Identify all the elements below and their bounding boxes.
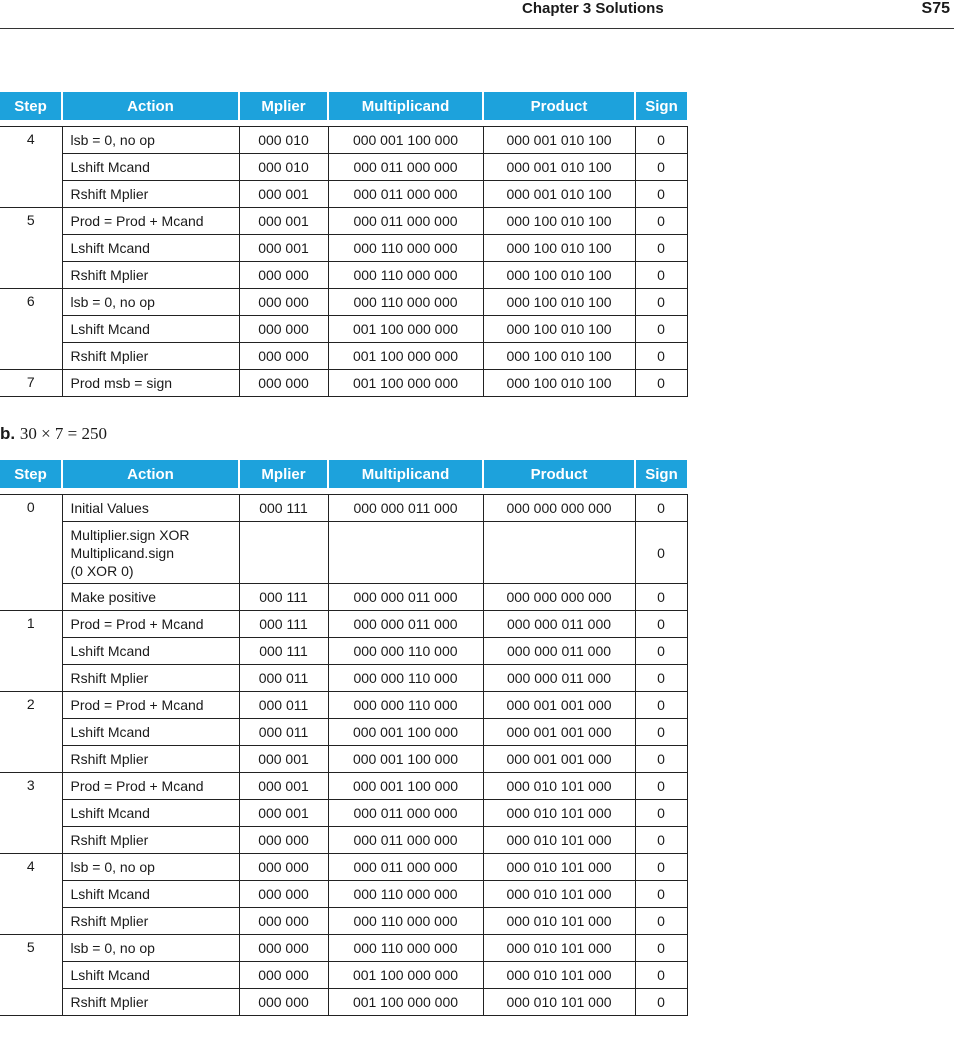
cell-mplier: 000 111 [239, 495, 328, 522]
table-row [0, 262, 687, 289]
cell-sign: 0 [635, 584, 687, 611]
cell-multiplicand: 000 110 000 000 [328, 935, 483, 962]
table-header-row [0, 460, 687, 488]
cell-product: 000 100 010 100 [483, 262, 635, 289]
cell-product: 000 000 011 000 [483, 611, 635, 638]
cell-mplier: 000 000 [239, 262, 328, 289]
cell-mplier: 000 000 [239, 343, 328, 370]
cell-action: Prod = Prod + Mcand [62, 611, 239, 638]
table-row [0, 316, 687, 343]
cell-multiplicand: 000 110 000 000 [328, 289, 483, 316]
cell-mplier: 000 001 [239, 235, 328, 262]
column-header-action: Action [62, 92, 239, 120]
column-header-multiplicand: Multiplicand [328, 92, 483, 120]
cell-action: Lshift Mcand [62, 638, 239, 665]
table-row [0, 235, 687, 262]
part-expression: 30 × 7 = 250 [19, 424, 108, 443]
table-row [0, 773, 687, 800]
table-row [0, 127, 687, 154]
cell-product: 000 100 010 100 [483, 235, 635, 262]
cell-mplier: 000 011 [239, 665, 328, 692]
cell-product: 000 010 101 000 [483, 800, 635, 827]
table-row [0, 881, 687, 908]
table-row [0, 638, 687, 665]
cell-sign: 0 [635, 908, 687, 935]
cell-product: 000 010 101 000 [483, 773, 635, 800]
cell-product: 000 100 010 100 [483, 370, 635, 397]
column-header-sign: Sign [635, 92, 687, 120]
column-header-product: Product [483, 92, 635, 120]
cell-sign: 0 [635, 962, 687, 989]
cell-mplier: 000 000 [239, 316, 328, 343]
table-row [0, 827, 687, 854]
cell-action: Lshift Mcand [62, 881, 239, 908]
cell-product: 000 001 001 000 [483, 692, 635, 719]
column-header-mplier: Mplier [239, 460, 328, 488]
cell-multiplicand: 000 011 000 000 [328, 854, 483, 881]
cell-multiplicand: 000 011 000 000 [328, 800, 483, 827]
cell-sign: 0 [635, 827, 687, 854]
cell-mplier: 000 111 [239, 611, 328, 638]
table-row [0, 692, 687, 719]
table-header-row [0, 92, 687, 120]
cell-multiplicand: 001 100 000 000 [328, 370, 483, 397]
cell-mplier: 000 000 [239, 370, 328, 397]
cell-action: lsb = 0, no op [62, 127, 239, 154]
cell-sign: 0 [635, 343, 687, 370]
column-header-product: Product [483, 460, 635, 488]
cell-multiplicand: 000 000 011 000 [328, 584, 483, 611]
cell-action: lsb = 0, no op [62, 935, 239, 962]
cell-product: 000 000 000 000 [483, 495, 635, 522]
cell-action: Lshift Mcand [62, 316, 239, 343]
cell-sign: 0 [635, 881, 687, 908]
cell-multiplicand: 000 000 011 000 [328, 611, 483, 638]
column-header-step: Step [0, 92, 62, 120]
cell-mplier: 000 001 [239, 773, 328, 800]
table-row [0, 208, 687, 235]
cell-action: Rshift Mplier [62, 746, 239, 773]
cell-sign: 0 [635, 935, 687, 962]
table-row [0, 854, 687, 881]
cell-action: Prod = Prod + Mcand [62, 692, 239, 719]
cell-step: 5 [0, 935, 62, 1016]
cell-step: 2 [0, 692, 62, 773]
cell-multiplicand: 001 100 000 000 [328, 962, 483, 989]
cell-product: 000 010 101 000 [483, 908, 635, 935]
cell-product: 000 100 010 100 [483, 208, 635, 235]
multiplication-table-b [0, 460, 688, 1016]
table-row [0, 495, 687, 522]
cell-action: Prod = Prod + Mcand [62, 773, 239, 800]
cell-mplier: 000 001 [239, 208, 328, 235]
column-header-step: Step [0, 460, 62, 488]
cell-mplier: 000 011 [239, 719, 328, 746]
cell-mplier: 000 000 [239, 989, 328, 1016]
cell-multiplicand: 000 001 100 000 [328, 773, 483, 800]
cell-sign: 0 [635, 522, 687, 584]
cell-product: 000 100 010 100 [483, 289, 635, 316]
cell-sign: 0 [635, 262, 687, 289]
cell-multiplicand: 001 100 000 000 [328, 316, 483, 343]
table-row [0, 665, 687, 692]
cell-mplier [239, 522, 328, 584]
cell-product: 000 010 101 000 [483, 935, 635, 962]
cell-action: Rshift Mplier [62, 908, 239, 935]
cell-step: 5 [0, 208, 62, 289]
cell-mplier: 000 001 [239, 800, 328, 827]
cell-sign: 0 [635, 611, 687, 638]
chapter-title: Chapter 3 Solutions [522, 0, 664, 17]
cell-product: 000 010 101 000 [483, 881, 635, 908]
cell-mplier: 000 000 [239, 962, 328, 989]
cell-mplier: 000 000 [239, 935, 328, 962]
cell-action: lsb = 0, no op [62, 289, 239, 316]
cell-multiplicand: 001 100 000 000 [328, 343, 483, 370]
cell-sign: 0 [635, 127, 687, 154]
cell-product: 000 001 001 000 [483, 719, 635, 746]
cell-step: 4 [0, 127, 62, 208]
cell-sign: 0 [635, 316, 687, 343]
cell-multiplicand: 000 110 000 000 [328, 235, 483, 262]
cell-sign: 0 [635, 989, 687, 1016]
running-head [0, 0, 954, 29]
cell-sign: 0 [635, 719, 687, 746]
cell-mplier: 000 000 [239, 827, 328, 854]
table-row [0, 908, 687, 935]
cell-mplier: 000 111 [239, 638, 328, 665]
cell-product: 000 100 010 100 [483, 316, 635, 343]
cell-sign: 0 [635, 800, 687, 827]
column-header-action: Action [62, 460, 239, 488]
cell-action: Make positive [62, 584, 239, 611]
cell-mplier: 000 001 [239, 746, 328, 773]
cell-sign: 0 [635, 692, 687, 719]
cell-product: 000 100 010 100 [483, 343, 635, 370]
cell-step: 1 [0, 611, 62, 692]
cell-product: 000 000 011 000 [483, 638, 635, 665]
cell-action: Lshift Mcand [62, 235, 239, 262]
cell-action: Rshift Mplier [62, 665, 239, 692]
cell-action: Prod msb = sign [62, 370, 239, 397]
cell-action: Rshift Mplier [62, 989, 239, 1016]
table-row [0, 522, 687, 584]
cell-product: 000 010 101 000 [483, 962, 635, 989]
cell-action: Lshift Mcand [62, 962, 239, 989]
cell-product: 000 001 001 000 [483, 746, 635, 773]
cell-step: 7 [0, 370, 62, 397]
cell-multiplicand [328, 522, 483, 584]
cell-multiplicand: 000 110 000 000 [328, 881, 483, 908]
cell-action: Rshift Mplier [62, 343, 239, 370]
cell-multiplicand: 000 110 000 000 [328, 262, 483, 289]
table-row [0, 370, 687, 397]
cell-sign: 0 [635, 773, 687, 800]
cell-step: 3 [0, 773, 62, 854]
cell-multiplicand: 000 001 100 000 [328, 127, 483, 154]
cell-sign: 0 [635, 235, 687, 262]
table-row [0, 181, 687, 208]
table-row [0, 719, 687, 746]
cell-sign: 0 [635, 854, 687, 881]
multiplication-table-a [0, 92, 688, 397]
cell-sign: 0 [635, 289, 687, 316]
cell-action: Rshift Mplier [62, 827, 239, 854]
part-b-label [0, 424, 107, 444]
cell-multiplicand: 001 100 000 000 [328, 989, 483, 1016]
cell-multiplicand: 000 000 011 000 [328, 495, 483, 522]
cell-product: 000 000 011 000 [483, 665, 635, 692]
table-row [0, 343, 687, 370]
cell-product: 000 001 010 100 [483, 181, 635, 208]
table-row [0, 962, 687, 989]
cell-multiplicand: 000 000 110 000 [328, 638, 483, 665]
cell-sign: 0 [635, 181, 687, 208]
column-header-mplier: Mplier [239, 92, 328, 120]
cell-step: 4 [0, 854, 62, 935]
cell-multiplicand: 000 000 110 000 [328, 665, 483, 692]
cell-product: 000 000 000 000 [483, 584, 635, 611]
page-number: S75 [921, 0, 950, 17]
cell-sign: 0 [635, 208, 687, 235]
column-header-multiplicand: Multiplicand [328, 460, 483, 488]
cell-multiplicand: 000 011 000 000 [328, 154, 483, 181]
cell-sign: 0 [635, 495, 687, 522]
cell-sign: 0 [635, 370, 687, 397]
cell-action: Lshift Mcand [62, 800, 239, 827]
cell-multiplicand: 000 011 000 000 [328, 827, 483, 854]
cell-multiplicand: 000 001 100 000 [328, 719, 483, 746]
cell-action: lsb = 0, no op [62, 854, 239, 881]
cell-mplier: 000 010 [239, 127, 328, 154]
cell-mplier: 000 111 [239, 584, 328, 611]
table-row [0, 154, 687, 181]
cell-mplier: 000 000 [239, 289, 328, 316]
cell-sign: 0 [635, 638, 687, 665]
cell-mplier: 000 010 [239, 154, 328, 181]
table-row [0, 935, 687, 962]
cell-mplier: 000 011 [239, 692, 328, 719]
cell-product [483, 522, 635, 584]
column-header-sign: Sign [635, 460, 687, 488]
cell-product: 000 001 010 100 [483, 127, 635, 154]
cell-multiplicand: 000 001 100 000 [328, 746, 483, 773]
table-row [0, 289, 687, 316]
table-row [0, 989, 687, 1016]
cell-product: 000 001 010 100 [483, 154, 635, 181]
table-row [0, 611, 687, 638]
table-row [0, 584, 687, 611]
cell-multiplicand: 000 011 000 000 [328, 208, 483, 235]
cell-multiplicand: 000 011 000 000 [328, 181, 483, 208]
cell-mplier: 000 000 [239, 908, 328, 935]
part-letter: b. [0, 424, 16, 443]
cell-mplier: 000 001 [239, 181, 328, 208]
cell-sign: 0 [635, 665, 687, 692]
cell-action: Lshift Mcand [62, 719, 239, 746]
cell-action: Rshift Mplier [62, 262, 239, 289]
cell-product: 000 010 101 000 [483, 989, 635, 1016]
cell-action: Rshift Mplier [62, 181, 239, 208]
table-row [0, 800, 687, 827]
cell-action: Prod = Prod + Mcand [62, 208, 239, 235]
cell-multiplicand: 000 110 000 000 [328, 908, 483, 935]
table-row [0, 746, 687, 773]
cell-multiplicand: 000 000 110 000 [328, 692, 483, 719]
cell-mplier: 000 000 [239, 854, 328, 881]
cell-action: Initial Values [62, 495, 239, 522]
cell-product: 000 010 101 000 [483, 854, 635, 881]
cell-product: 000 010 101 000 [483, 827, 635, 854]
cell-sign: 0 [635, 746, 687, 773]
cell-mplier: 000 000 [239, 881, 328, 908]
cell-action: Lshift Mcand [62, 154, 239, 181]
cell-action: Multiplier.sign XOR Multiplicand.sign (0 XOR 0) [62, 522, 239, 584]
cell-step: 0 [0, 495, 62, 611]
cell-sign: 0 [635, 154, 687, 181]
cell-step: 6 [0, 289, 62, 370]
